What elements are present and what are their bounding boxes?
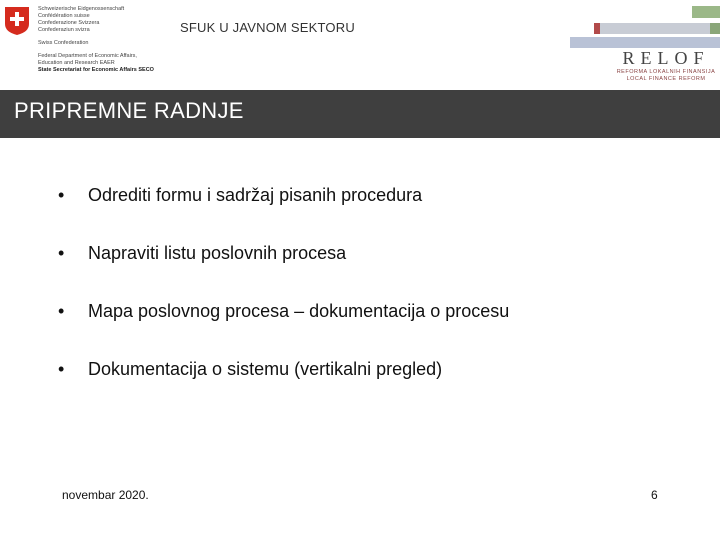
bullet-icon: • [58, 301, 65, 321]
footer-date: novembar 2020. [62, 488, 149, 502]
swiss-flag-icon [4, 6, 30, 36]
bullet-text: Mapa poslovnog procesa – dokumentacija o procesu [88, 301, 510, 321]
swiss-line: Schweizerische Eidgenossenschaft [38, 6, 125, 12]
swiss-line: Confederazione Svizzera [38, 20, 100, 26]
page-number: 6 [651, 488, 658, 502]
bullet-text: Odrediti formu i sadržaj pisanih procedura [88, 185, 423, 205]
slide-title: PRIPREMNE RADNJE [14, 98, 244, 123]
swiss-logo-text [38, 6, 158, 74]
swiss-line: Federal Department of Economic Affairs, [38, 53, 137, 59]
relof-subtitle-en: LOCAL FINANCE REFORM [626, 76, 706, 82]
bullet-text: Napraviti listu poslovnih procesa [88, 243, 347, 263]
bullet-text: Dokumentacija o sistemu (vertikalni pregled) [88, 359, 443, 379]
swiss-line: Confédération suisse [38, 13, 90, 19]
relof-decorative-bars [570, 6, 720, 50]
bullet-icon: • [58, 359, 65, 379]
relof-wordmark: RELOF [622, 48, 710, 68]
bullet-icon: • [58, 243, 65, 263]
bullet-icon: • [58, 185, 65, 205]
swiss-line: Swiss Confederation [38, 40, 89, 46]
header-title: SFUK U JAVNOM SEKTORU [180, 20, 355, 35]
swiss-line: Confederaziun svizra [38, 27, 90, 33]
slide-title-band [0, 90, 720, 138]
relof-logo-icon [612, 48, 720, 83]
swiss-confederation-logo [4, 6, 154, 86]
swiss-line: Education and Research EAER [38, 60, 115, 66]
swiss-line: State Secretariat for Economic Affairs SECO [38, 67, 154, 73]
relof-subtitle: REFORMA LOKALNIH FINANSIJA [616, 69, 716, 75]
